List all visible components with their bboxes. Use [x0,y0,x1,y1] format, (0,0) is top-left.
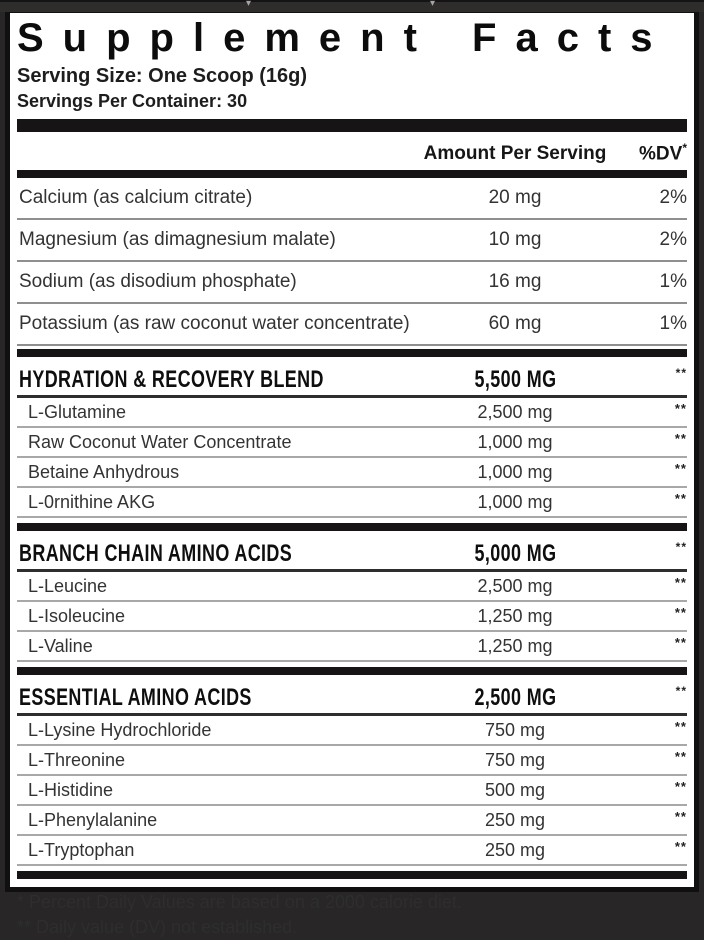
ingredient-dv: ** [674,575,687,590]
table-row [17,572,687,602]
dv-label: %DV [639,143,683,164]
section-amount: 5,500 MG [474,365,556,393]
table-row [17,428,687,458]
divider-bar [17,170,687,178]
ingredient-amount: 1,000 mg [477,431,553,452]
ingredient-dv: 1% [659,313,687,334]
table-row [17,836,687,866]
section-title: ESSENTIAL AMINO ACIDS [19,683,252,711]
ingredient-dv: ** [674,461,687,476]
dv-asterisk: * [682,140,687,155]
ingredient-name: Betaine Anhydrous [28,461,180,482]
section-items [17,398,687,520]
ingredient-name: L-0rnithine AKG [28,491,156,512]
section-header-row [17,678,687,716]
ingredient-name: Calcium (as calcium citrate) [19,187,253,208]
footnotes [17,882,687,940]
section-header-row [17,360,687,398]
table-row [17,304,687,346]
section-dv: ** [675,540,687,554]
ingredient-amount: 16 mg [488,271,542,292]
section-title: HYDRATION & RECOVERY BLEND [19,365,324,393]
ingredient-name: L-Leucine [28,575,108,596]
ingredient-dv: 1% [659,271,687,292]
divider-bar [17,119,687,132]
packaging-edge-strip [0,0,704,12]
amount-column-header: Amount Per Serving [423,143,607,164]
ingredient-amount: 2,500 mg [477,401,553,422]
table-row [17,220,687,262]
ingredient-name: L-Histidine [28,779,114,800]
ingredient-name: Potassium (as raw coconut water concentrate) [19,313,410,334]
section-dv: ** [675,684,687,698]
ingredient-amount: 1,000 mg [477,491,553,512]
ingredient-name: Sodium (as disodium phosphate) [19,271,297,292]
ingredient-amount: 10 mg [488,229,542,250]
ingredient-amount: 750 mg [484,719,546,740]
table-row [17,398,687,428]
ingredient-name: L-Phenylalanine [28,809,158,830]
servings-per-container-text: Servings Per Container: 30 [17,91,248,111]
table-row [17,716,687,746]
ingredient-dv: ** [674,719,687,734]
ingredient-dv: 2% [659,187,687,208]
ingredient-amount: 1,250 mg [477,635,553,656]
ingredient-dv: ** [674,401,687,416]
divider-bar [17,667,687,675]
ingredient-dv: ** [674,431,687,446]
ingredient-name: L-Valine [28,635,93,656]
ingredient-amount: 750 mg [484,749,546,770]
table-row [17,746,687,776]
ingredient-name: Raw Coconut Water Concentrate [28,431,292,452]
table-row [17,632,687,662]
section-items [17,572,687,664]
divider-bar [17,523,687,531]
section-header-row [17,534,687,572]
table-row [17,488,687,518]
caret-down-icon: ▾ [430,0,436,9]
ingredient-dv: ** [674,809,687,824]
ingredient-name: L-Tryptophan [28,839,135,860]
panel-title: Supplement Facts [17,16,672,60]
ingredient-name: L-Lysine Hydrochloride [28,719,212,740]
section-title: BRANCH CHAIN AMINO ACIDS [19,539,293,567]
table-row [17,776,687,806]
table-row [17,262,687,304]
table-row [17,806,687,836]
footnote-dv-not-established: ** Daily value (DV) not established. [17,917,298,937]
section-amount: 5,000 MG [474,539,556,567]
section-items [17,716,687,868]
ingredient-dv: ** [674,635,687,650]
ingredient-dv: ** [674,605,687,620]
ingredient-name: Magnesium (as dimagnesium malate) [19,229,336,250]
serving-size-text: Serving Size: One Scoop (16g) [17,65,308,87]
footnote-daily-values: * Percent Daily Values are based on a 2000 calorie diet. [17,892,462,912]
caret-down-icon: ▾ [246,0,252,9]
ingredient-name: L-Glutamine [28,401,127,422]
ingredient-amount: 500 mg [484,779,546,800]
section-amount: 2,500 MG [474,683,556,711]
ingredient-amount: 2,500 mg [477,575,553,596]
ingredient-amount: 1,250 mg [477,605,553,626]
dv-column-header [615,141,687,170]
section-dv: ** [675,366,687,380]
ingredient-amount: 250 mg [484,839,546,860]
ingredient-amount: 250 mg [484,809,546,830]
ingredient-amount: 60 mg [488,313,542,334]
table-row [17,602,687,632]
supplement-facts-panel [5,8,699,937]
ingredient-name: L-Isoleucine [28,605,126,626]
column-header-row [17,132,687,170]
ingredient-dv: ** [674,839,687,854]
ingredient-dv: 2% [659,229,687,250]
table-row [17,458,687,488]
table-row [17,178,687,220]
ingredient-dv: ** [674,779,687,794]
ingredient-amount: 20 mg [488,187,542,208]
divider-bar [17,349,687,357]
ingredient-amount: 1,000 mg [477,461,553,482]
ingredient-name: L-Threonine [28,749,126,770]
ingredient-dv: ** [674,491,687,506]
ingredient-dv: ** [674,749,687,764]
divider-bar [17,871,687,879]
